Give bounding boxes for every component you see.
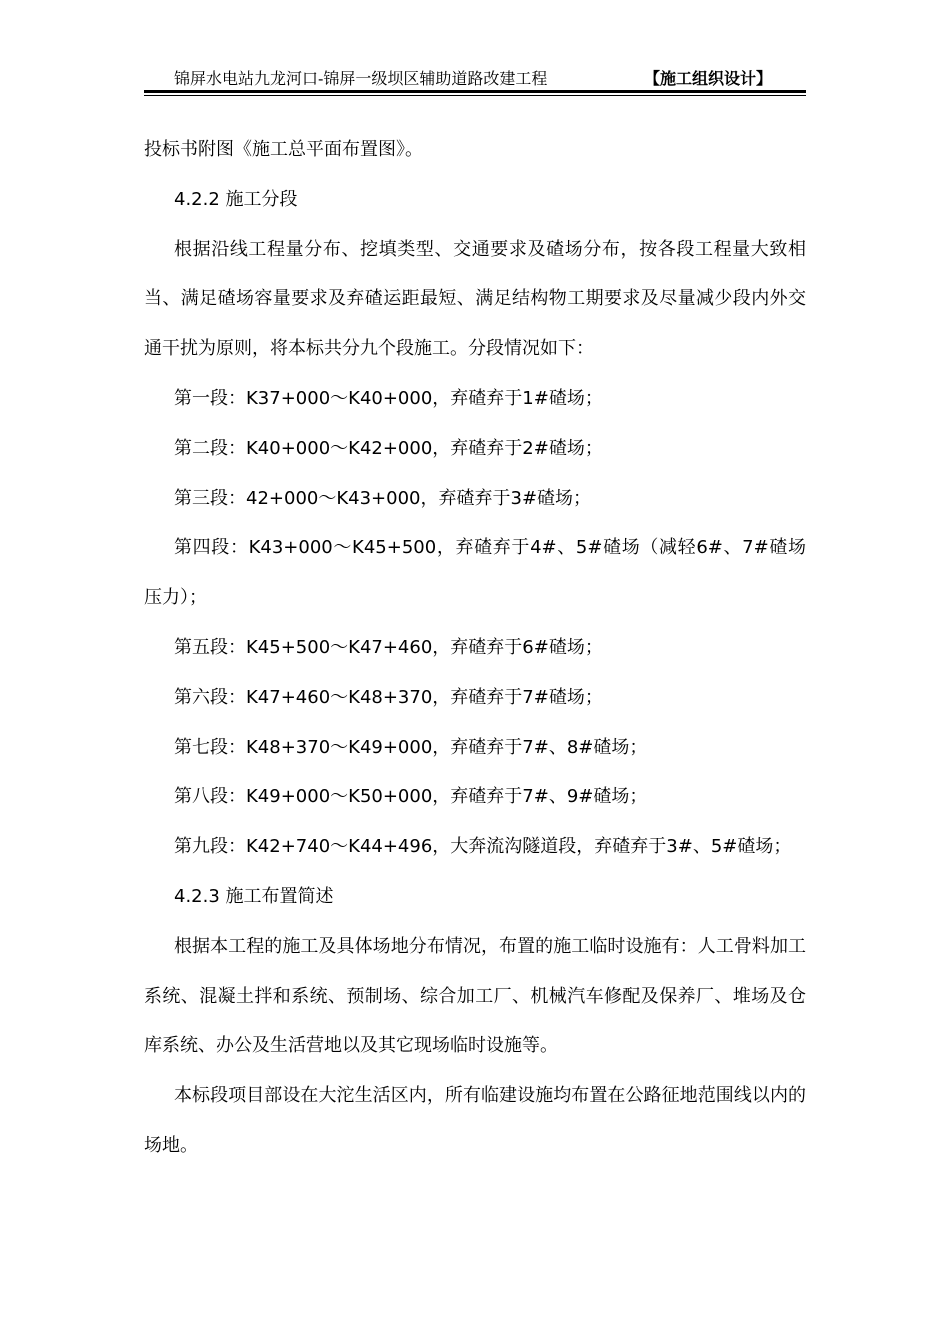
section-heading-4-2-2: 4.2.2 施工分段	[174, 188, 298, 210]
page-header	[144, 64, 806, 88]
body-text	[144, 125, 806, 1171]
segment-item-7: 第七段：K48+370～K49+000，弃碴弃于7#、8#碴场；	[174, 736, 648, 758]
paragraph-temporary-facilities: 根据本工程的施工及具体场地分布情况，布置的施工临时设施有：人工骨料加工系统、混凝土拌和系统、预制场、综合加工厂、机械汽车修配及保养厂、堆场及仓库系统、办公及生活营地以及其它现场临时设施等。	[144, 935, 806, 1057]
header-project-title: 锦屏水电站九龙河口-锦屏一级坝区辅助道路改建工程	[174, 69, 548, 88]
segment-item-6: 第六段：K47+460～K48+370，弃碴弃于7#碴场；	[174, 686, 603, 708]
segment-item-1: 第一段：K37+000～K40+000，弃碴弃于1#碴场；	[174, 387, 603, 409]
paragraph-attachment-note: 投标书附图《施工总平面布置图》。	[144, 139, 423, 160]
segment-item-5: 第五段：K45+500～K47+460，弃碴弃于6#碴场；	[174, 636, 603, 658]
paragraph-project-office: 本标段项目部设在大沱生活区内，所有临建设施均布置在公路征地范围线以内的场地。	[144, 1085, 806, 1156]
header-section-title: 【施工组织设计】	[643, 69, 772, 88]
paragraph-segmentation-principle: 根据沿线工程量分布、挖填类型、交通要求及碴场分布，按各段工程量大致相当、满足碴场容量要求及弃碴运距最短、满足结构物工期要求及尽量减少段内外交通干扰为原则，将本标共分九个段施工。分段情况如下：	[144, 238, 806, 360]
segment-item-4: 第四段：K43+000～K45+500，弃碴弃于4#、5#碴场（减轻6#、7#碴场压力）；	[144, 537, 806, 609]
segment-item-9: 第九段：K42+740～K44+496，大奔流沟隧道段，弃碴弃于3#、5#碴场；	[174, 836, 792, 858]
segment-item-8: 第八段：K49+000～K50+000，弃碴弃于7#、9#碴场；	[174, 786, 648, 808]
header-rule-thin	[144, 95, 806, 96]
section-heading-4-2-3: 4.2.3 施工布置简述	[174, 885, 334, 907]
segment-item-3: 第三段：42+000～K43+000，弃碴弃于3#碴场；	[174, 487, 592, 509]
segment-item-2: 第二段：K40+000～K42+000，弃碴弃于2#碴场；	[174, 437, 603, 459]
header-rule-thick	[144, 90, 806, 93]
